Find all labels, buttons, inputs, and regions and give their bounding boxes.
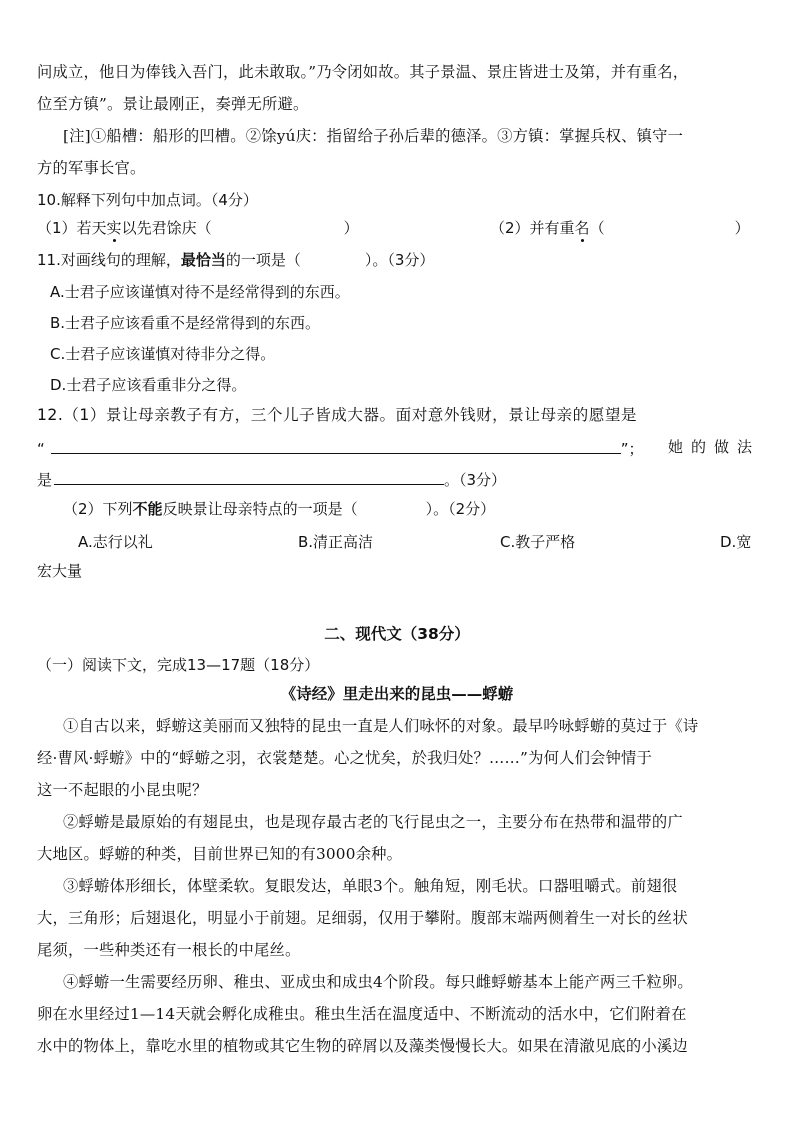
- q12-is-char: 是: [37, 471, 53, 489]
- article-p4-line3: 水中的物体上，靠吃水里的植物或其它生物的碎屑以及藻类慢慢长大。如果在清澈见底的小溪边: [37, 1037, 688, 1055]
- q12-option-c: C.教子严格: [500, 533, 576, 551]
- q11-emphasis: 最恰当: [180, 251, 226, 269]
- section-heading: 二、现代文（38分）: [324, 625, 470, 643]
- article-p1-line3: 这一不起眼的小昆虫呢？: [37, 781, 208, 799]
- article-p3-line1: ③蜉蝣体形细长，体壁柔软。复眼发达，单眼3个。触角短，刚毛状。口器咀嚼式。前翅很: [63, 877, 678, 895]
- q11-option-b: B.士君子应该看重不是经常得到的东西。: [50, 314, 321, 332]
- q12-option-d: D.宽: [720, 533, 752, 551]
- article-p4-line2: 卵在水里经过1—14天就会孵化成稚虫。稚虫生活在温度适中、不断流动的活水中，它们附着在: [37, 1005, 687, 1023]
- q11-option-a: A.士君子应该谨慎对待不是经常得到的东西。: [50, 283, 350, 301]
- passage-line-1: 问成立，他日为俸钱入吾门，此未敢取。”乃令闭如故。其子景温、景庄皆进士及第，并有重名，: [37, 63, 689, 81]
- q12-close-quote: ”；: [620, 440, 644, 458]
- q12-score1: 。（3分）: [444, 471, 507, 489]
- note-line-1: [注]①船槽：船形的凹槽。②馀yú庆：指留给子孙后辈的德泽。③方镇：掌握兵权、镇守一: [63, 127, 684, 145]
- q11-stem: [37, 250, 434, 272]
- q11-prefix: 11.对画线句的理解，: [37, 251, 181, 269]
- q12-part2-stem: [63, 499, 495, 521]
- section-instruction: （一）阅读下文，完成13—17题（18分）: [37, 656, 320, 674]
- passage-line-2: 位至方镇”。景让最刚正，奏弹无所避。: [37, 95, 309, 113]
- q12-open-quote: “: [37, 440, 45, 458]
- q11-option-d: D.士君子应该看重非分之得。: [50, 376, 247, 394]
- q12-option-a: A.志行以礼: [78, 533, 153, 551]
- q10-p2-close: ）: [734, 219, 750, 237]
- q10-p2-open: （: [589, 219, 605, 237]
- q12-p2-prefix: （2）下列: [63, 500, 133, 518]
- q12-p2-close: ）。（2分）: [425, 500, 496, 518]
- q10-p1-close: ）: [343, 219, 359, 237]
- article-p2-line1: ②蜉蝣是最原始的有翅昆虫，也是现存最古老的飞行昆虫之一，主要分布在热带和温带的广: [63, 813, 683, 831]
- q10-part2: [490, 218, 750, 240]
- q12-method-line: [37, 468, 506, 490]
- q10-p2-dotted-word: 名: [574, 219, 590, 237]
- q11-close: ）。（3分）: [364, 251, 435, 269]
- q10-p1-prefix: （1）若天: [37, 219, 107, 237]
- q10-p1-suffix: 以先君馀庆（: [121, 219, 212, 237]
- q12-p2-emphasis: 不能: [132, 500, 163, 518]
- q12-part1-stem: 12.（1）景让母亲教子有方，三个儿子皆成大器。面对意外钱财，景让母亲的愿望是: [37, 406, 638, 424]
- q12-method-blank[interactable]: [54, 468, 444, 485]
- q12-p2-suffix: 反映景让母亲特点的一项是（: [162, 500, 358, 518]
- q12-option-b: B.清正高洁: [298, 533, 374, 551]
- article-p1-line1: ①自古以来，蜉蝣这美丽而又独特的昆虫一直是人们咏怀的对象。最早吟咏蜉蝣的莫过于《诗: [63, 717, 699, 735]
- q12-wish-line: [37, 437, 644, 459]
- q10-part1: [37, 218, 359, 240]
- note-line-2: 方的军事长官。: [37, 159, 146, 177]
- q10-p2-prefix: （2）并有重: [490, 219, 575, 237]
- article-p4-line1: ④蜉蝣一生需要经历卵、稚虫、亚成虫和成虫4个阶段。每只雌蜉蝣基本上能产两三千粒卵。: [63, 973, 693, 991]
- q12-option-d-cont: 宏大量: [37, 562, 83, 580]
- q11-option-c: C.士君子应该谨慎对待非分之得。: [50, 345, 276, 363]
- q12-wish-blank[interactable]: [51, 437, 621, 454]
- q10-stem: 10.解释下列句中加点词。（4分）: [37, 191, 258, 209]
- article-p1-line2: 经·曹风·蜉蝣》中的“蜉蝣之羽，衣裳楚楚。心之忧矣，於我归处？……”为何人们会钟情于: [37, 749, 653, 767]
- q10-p1-dotted-word: 实: [106, 219, 122, 237]
- article-p3-line3: 尾须，一些种类还有一根长的中尾丝。: [37, 941, 301, 959]
- article-p3-line2: 大，三角形；后翅退化，明显小于前翅。足细弱，仅用于攀附。腹部末端两侧着生一对长的丝状: [37, 909, 688, 927]
- article-p2-line2: 大地区。蜉蝣的种类，目前世界已知的有3000余种。: [37, 845, 403, 863]
- q11-suffix: 的一项是（: [225, 251, 301, 269]
- article-title: 《诗经》里走出来的昆虫——蜉蝣: [280, 685, 514, 703]
- q12-her-method: 她的做法: [668, 438, 761, 456]
